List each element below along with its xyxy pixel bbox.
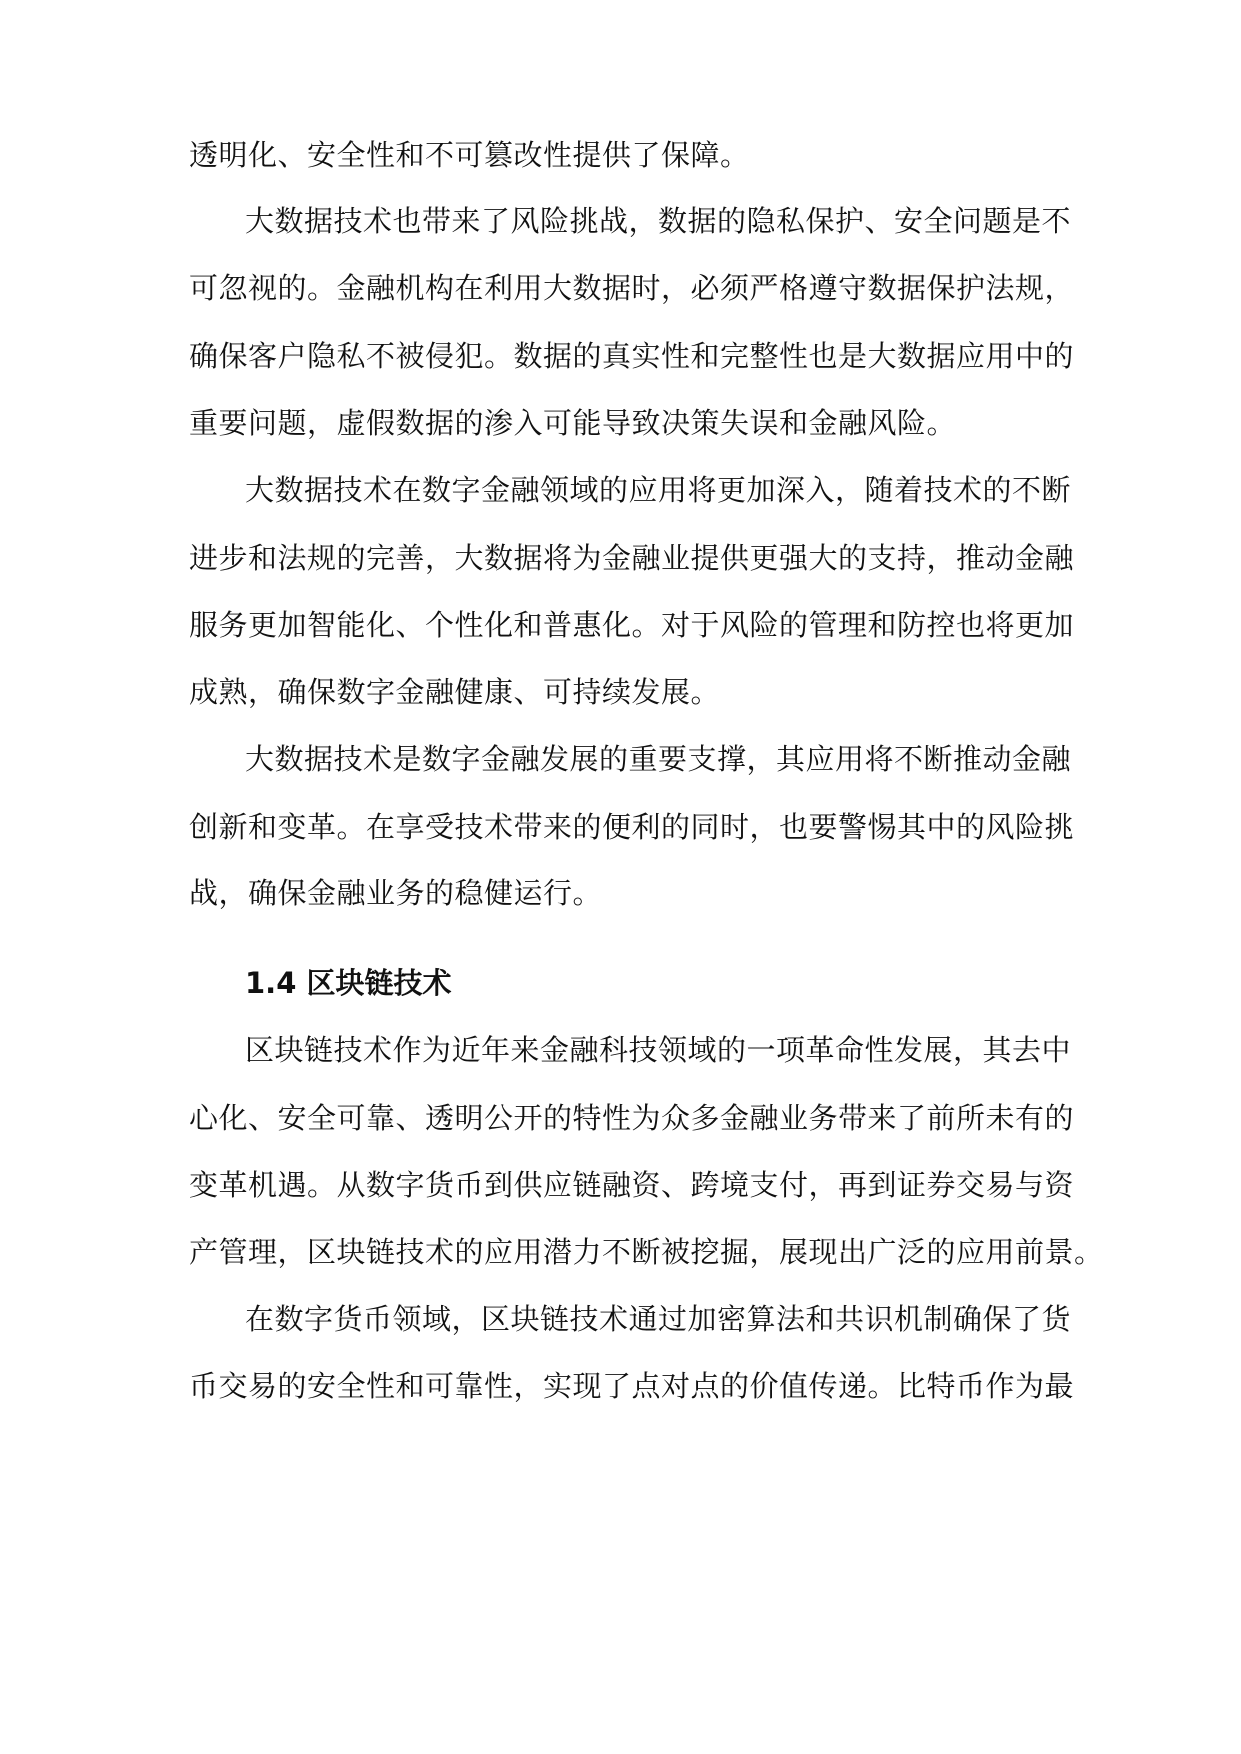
paragraph-line: 可忽视的。金融机构在利用大数据时，必须严格遵守数据保护法规， — [189, 271, 1075, 305]
paragraph-line: 战，确保金融业务的稳健运行。 — [189, 876, 603, 910]
paragraph-line: 服务更加智能化、个性化和普惠化。对于风险的管理和防控也将更加 — [189, 608, 1075, 642]
paragraph-line: 创新和变革。在享受技术带来的便利的同时，也要警惕其中的风险挑 — [189, 810, 1075, 844]
paragraph-line: 变革机遇。从数字货币到供应链融资、跨境支付，再到证券交易与资 — [189, 1168, 1075, 1202]
paragraph-line: 成熟，确保数字金融健康、可持续发展。 — [189, 675, 721, 709]
paragraph-line: 透明化、安全性和不可篡改性提供了保障。 — [189, 138, 750, 172]
section-heading: 1.4 区块链技术 — [245, 966, 452, 1000]
paragraph-line: 币交易的安全性和可靠性，实现了点对点的价值传递。比特币作为最 — [189, 1369, 1075, 1403]
paragraph-line: 重要问题，虚假数据的渗入可能导致决策失误和金融风险。 — [189, 406, 957, 440]
paragraph-line: 区块链技术作为近年来金融科技领域的一项革命性发展，其去中 — [245, 1033, 1072, 1067]
paragraph-line: 大数据技术是数字金融发展的重要支撑，其应用将不断推动金融 — [245, 742, 1072, 776]
paragraph-line: 大数据技术也带来了风险挑战，数据的隐私保护、安全问题是不 — [245, 204, 1072, 238]
paragraph-line: 确保客户隐私不被侵犯。数据的真实性和完整性也是大数据应用中的 — [189, 339, 1075, 373]
paragraph-line: 进步和法规的完善，大数据将为金融业提供更强大的支持，推动金融 — [189, 541, 1075, 575]
paragraph-line: 心化、安全可靠、透明公开的特性为众多金融业务带来了前所未有的 — [189, 1101, 1075, 1135]
paragraph-line: 大数据技术在数字金融领域的应用将更加深入，随着技术的不断 — [245, 473, 1072, 507]
paragraph-line: 在数字货币领域，区块链技术通过加密算法和共识机制确保了货 — [245, 1302, 1072, 1336]
paragraph-line: 产管理，区块链技术的应用潜力不断被挖掘，展现出广泛的应用前景。 — [189, 1235, 1104, 1269]
